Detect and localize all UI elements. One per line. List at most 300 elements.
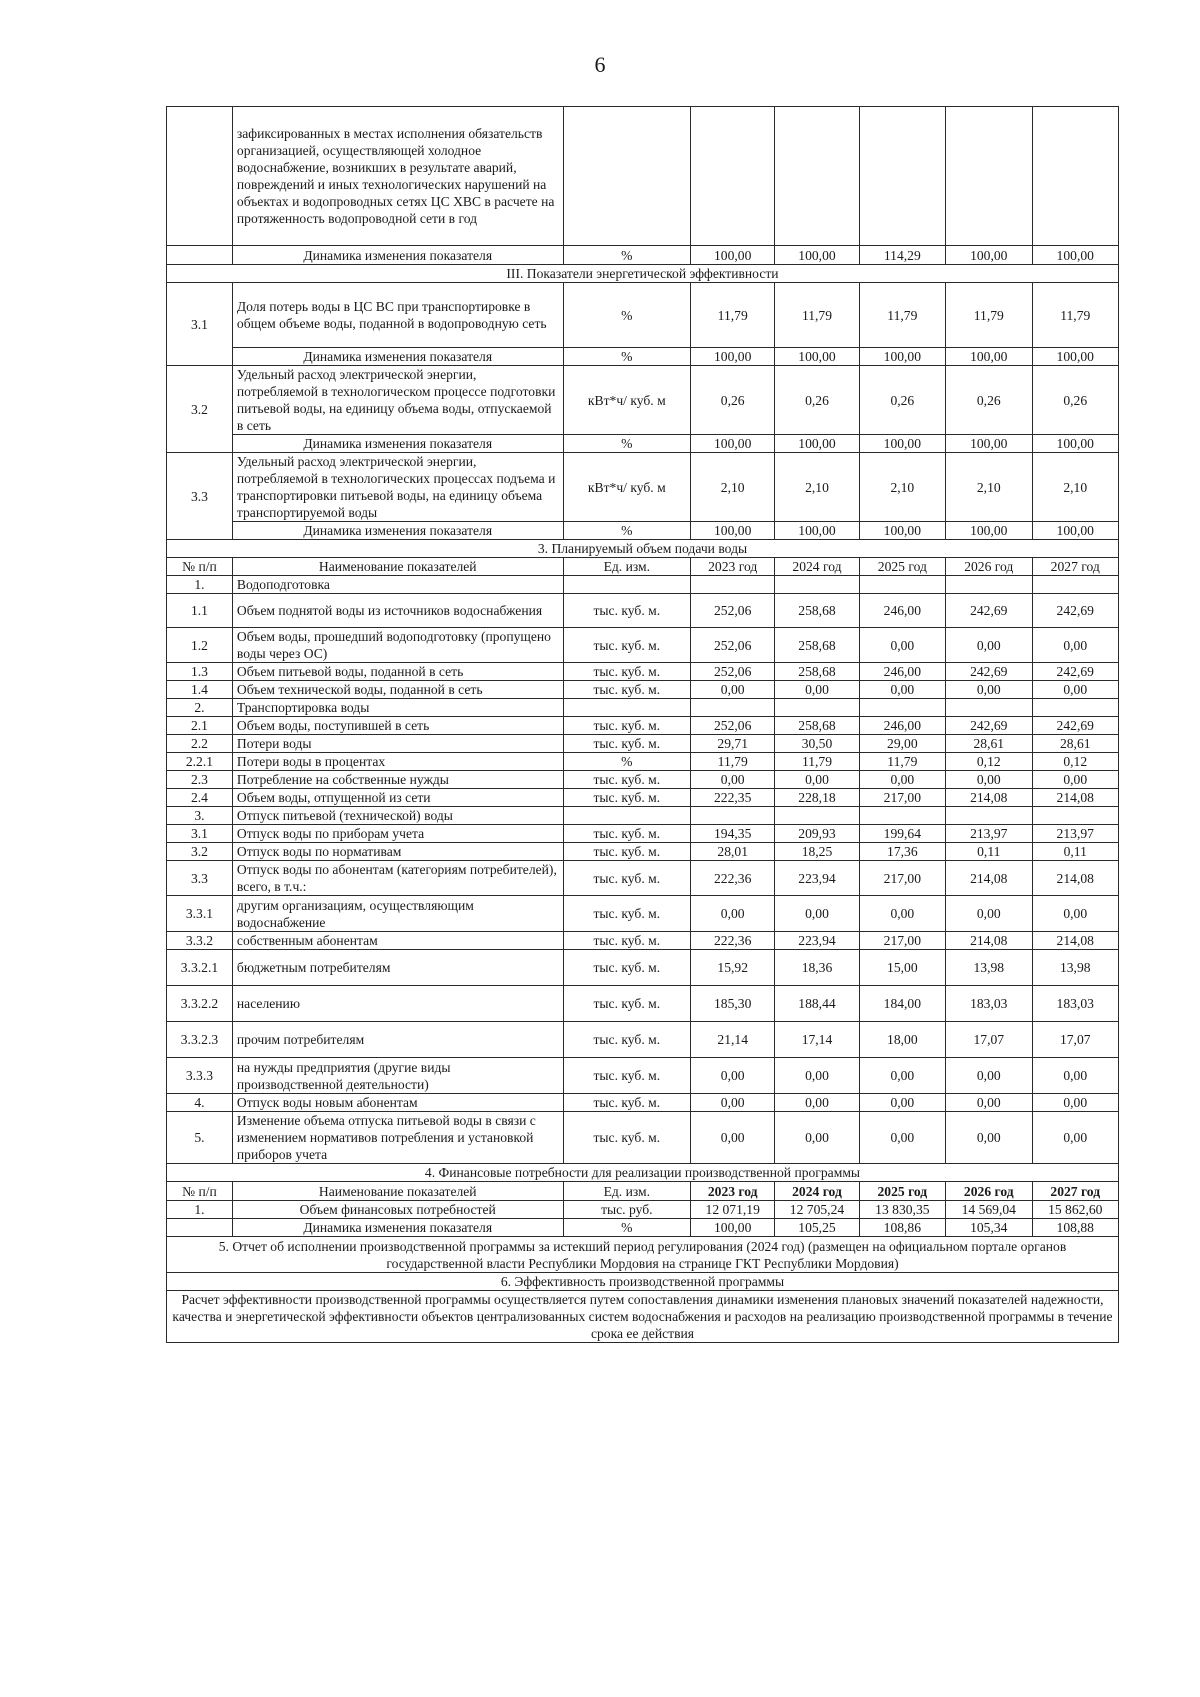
volume-row bbox=[167, 932, 1119, 950]
value-cell: 17,36 bbox=[859, 843, 945, 861]
unit-cell: тыс. куб. м. bbox=[563, 735, 691, 753]
value-cell: 0,00 bbox=[775, 1058, 859, 1094]
value-cell: 100,00 bbox=[775, 435, 859, 453]
value-cell: 0,00 bbox=[1032, 628, 1119, 663]
volume-row bbox=[167, 576, 1119, 594]
value-cell: 0,00 bbox=[859, 681, 945, 699]
efficiency-text: Расчет эффективности производственной программы осуществляется путем сопоставления динамики изменения плановых значений показателей надежности, качества и энергетической эффективности объектов централизованных систем водоснабжения и расходов на реализацию производственной программы в течение срока ее действия bbox=[167, 1291, 1119, 1343]
value-cell: 105,34 bbox=[946, 1219, 1032, 1237]
row-number-cell: 1. bbox=[167, 576, 233, 594]
unit-cell: тыс. куб. м. bbox=[563, 986, 691, 1022]
value-cell: 258,68 bbox=[775, 628, 859, 663]
volume-row bbox=[167, 1094, 1119, 1112]
value-cell: 15,00 bbox=[859, 950, 945, 986]
unit-cell: тыс. куб. м. bbox=[563, 681, 691, 699]
value-cell: 183,03 bbox=[1032, 986, 1119, 1022]
row-number-cell: 1.4 bbox=[167, 681, 233, 699]
value-cell: 0,00 bbox=[1032, 771, 1119, 789]
value-cell bbox=[946, 576, 1032, 594]
header-year: 2025 год bbox=[859, 558, 945, 576]
value-cell: 214,08 bbox=[1032, 932, 1119, 950]
row-number-cell: 3.2 bbox=[167, 366, 233, 453]
value-cell: 184,00 bbox=[859, 986, 945, 1022]
indicator-name-cell: Объем поднятой воды из источников водоснабжения bbox=[232, 594, 563, 628]
value-cell: 17,14 bbox=[775, 1022, 859, 1058]
value-cell: 100,00 bbox=[1032, 522, 1119, 540]
unit-cell: тыс. куб. м. bbox=[563, 843, 691, 861]
value-cell: 11,79 bbox=[859, 753, 945, 771]
value-cell: 217,00 bbox=[859, 861, 945, 896]
value-cell: 213,97 bbox=[1032, 825, 1119, 843]
dynamics-row bbox=[167, 435, 1119, 453]
volume-row bbox=[167, 789, 1119, 807]
value-cell: 11,79 bbox=[775, 753, 859, 771]
row-number-cell bbox=[167, 1219, 233, 1237]
value-cell: 108,86 bbox=[859, 1219, 945, 1237]
row-number-cell: 3.3 bbox=[167, 861, 233, 896]
value-cell: 2,10 bbox=[775, 453, 859, 522]
value-cell: 100,00 bbox=[775, 348, 859, 366]
unit-cell: тыс. куб. м. bbox=[563, 896, 691, 932]
value-cell bbox=[859, 699, 945, 717]
indicator-name-cell: Удельный расход электрической энергии, потребляемой в технологическом процессе подготовки питьевой воды, на единицу объема воды, отпускаемой в сеть bbox=[232, 366, 563, 435]
row-number-cell: 2.2.1 bbox=[167, 753, 233, 771]
volume-row bbox=[167, 699, 1119, 717]
dynamics-label: Динамика изменения показателя bbox=[232, 348, 563, 366]
indicator-name-cell: Потери воды в процентах bbox=[232, 753, 563, 771]
value-cell: 14 569,04 bbox=[946, 1201, 1032, 1219]
value-cell bbox=[946, 699, 1032, 717]
energy-row bbox=[167, 366, 1119, 435]
value-cell: 18,36 bbox=[775, 950, 859, 986]
unit-cell: тыс. куб. м. bbox=[563, 717, 691, 735]
value-cell: 100,00 bbox=[691, 246, 775, 265]
value-cell: 242,69 bbox=[946, 717, 1032, 735]
value-cell: 258,68 bbox=[775, 717, 859, 735]
volume-row bbox=[167, 861, 1119, 896]
value-cell: 0,00 bbox=[1032, 1112, 1119, 1164]
value-cell: 0,11 bbox=[946, 843, 1032, 861]
value-cell bbox=[1032, 699, 1119, 717]
value-cell: 217,00 bbox=[859, 932, 945, 950]
efficiency-row bbox=[167, 1291, 1119, 1343]
row-number-cell: 1. bbox=[167, 1201, 233, 1219]
value-cell: 29,71 bbox=[691, 735, 775, 753]
value-cell: 0,00 bbox=[691, 681, 775, 699]
header-year: 2026 год bbox=[946, 558, 1032, 576]
value-cell: 258,68 bbox=[775, 663, 859, 681]
value-cell: 0,00 bbox=[691, 1058, 775, 1094]
value-cell: 2,10 bbox=[1032, 453, 1119, 522]
value-cell: 252,06 bbox=[691, 717, 775, 735]
row-number-cell: 3.2 bbox=[167, 843, 233, 861]
value-cell: 0,00 bbox=[859, 1058, 945, 1094]
volume-row bbox=[167, 843, 1119, 861]
header-name: Наименование показателей bbox=[232, 558, 563, 576]
value-cell: 214,08 bbox=[946, 789, 1032, 807]
value-cell: 100,00 bbox=[859, 435, 945, 453]
indicator-name-cell: Транспортировка воды bbox=[232, 699, 563, 717]
value-cell bbox=[1032, 107, 1119, 246]
unit-cell: % bbox=[563, 348, 691, 366]
value-cell: 209,93 bbox=[775, 825, 859, 843]
unit-cell: % bbox=[563, 753, 691, 771]
indicator-name-cell: Динамика изменения показателя bbox=[232, 1219, 563, 1237]
value-cell: 11,79 bbox=[946, 283, 1032, 348]
value-cell: 0,00 bbox=[859, 1094, 945, 1112]
value-cell: 194,35 bbox=[691, 825, 775, 843]
row-number-cell: 3.1 bbox=[167, 283, 233, 366]
value-cell bbox=[691, 807, 775, 825]
indicator-name-cell: Объем технической воды, поданной в сеть bbox=[232, 681, 563, 699]
value-cell: 242,69 bbox=[946, 594, 1032, 628]
volume-row bbox=[167, 1022, 1119, 1058]
value-cell: 0,00 bbox=[946, 771, 1032, 789]
dynamics-label: Динамика изменения показателя bbox=[232, 246, 563, 265]
value-cell: 0,00 bbox=[775, 681, 859, 699]
value-cell: 0,12 bbox=[946, 753, 1032, 771]
value-cell: 0,00 bbox=[946, 896, 1032, 932]
volume-row bbox=[167, 663, 1119, 681]
value-cell: 183,03 bbox=[946, 986, 1032, 1022]
value-cell: 0,26 bbox=[859, 366, 945, 435]
row-number-cell: 3.3.2.1 bbox=[167, 950, 233, 986]
row-number-cell: 1.2 bbox=[167, 628, 233, 663]
value-cell: 15,92 bbox=[691, 950, 775, 986]
unit-cell: тыс. куб. м. bbox=[563, 771, 691, 789]
finance-header-row bbox=[167, 1182, 1119, 1201]
value-cell: 100,00 bbox=[946, 348, 1032, 366]
value-cell: 21,14 bbox=[691, 1022, 775, 1058]
header-year: 2027 год bbox=[1032, 558, 1119, 576]
volume-row bbox=[167, 594, 1119, 628]
indicator-name-cell: Доля потерь воды в ЦС ВС при транспортировке в общем объеме воды, поданной в водопроводную сеть bbox=[232, 283, 563, 348]
header-unit: Ед. изм. bbox=[563, 1182, 691, 1201]
unit-cell: % bbox=[563, 435, 691, 453]
value-cell: 0,00 bbox=[691, 1094, 775, 1112]
value-cell: 100,00 bbox=[691, 1219, 775, 1237]
program-table bbox=[166, 106, 1119, 1343]
value-cell: 114,29 bbox=[859, 246, 945, 265]
value-cell bbox=[691, 107, 775, 246]
value-cell bbox=[775, 576, 859, 594]
unit-cell: тыс. куб. м. bbox=[563, 825, 691, 843]
value-cell: 11,79 bbox=[859, 283, 945, 348]
value-cell: 246,00 bbox=[859, 717, 945, 735]
indicator-name-cell: Объем питьевой воды, поданной в сеть bbox=[232, 663, 563, 681]
value-cell bbox=[859, 576, 945, 594]
value-cell: 252,06 bbox=[691, 628, 775, 663]
row-number-cell bbox=[167, 246, 233, 265]
dynamics-label: Динамика изменения показателя bbox=[232, 435, 563, 453]
value-cell: 100,00 bbox=[946, 435, 1032, 453]
value-cell: 108,88 bbox=[1032, 1219, 1119, 1237]
indicator-name-cell: собственным абонентам bbox=[232, 932, 563, 950]
value-cell: 0,26 bbox=[691, 366, 775, 435]
volume-row bbox=[167, 896, 1119, 932]
value-cell: 258,68 bbox=[775, 594, 859, 628]
header-year: 2024 год bbox=[775, 558, 859, 576]
energy-row bbox=[167, 453, 1119, 522]
value-cell bbox=[775, 107, 859, 246]
finance-row bbox=[167, 1219, 1119, 1237]
value-cell: 223,94 bbox=[775, 932, 859, 950]
value-cell bbox=[946, 807, 1032, 825]
header-no: № п/п bbox=[167, 558, 233, 576]
header-unit: Ед. изм. bbox=[563, 558, 691, 576]
value-cell: 0,00 bbox=[1032, 1058, 1119, 1094]
value-cell: 30,50 bbox=[775, 735, 859, 753]
value-cell: 28,61 bbox=[946, 735, 1032, 753]
indicator-name-cell: Изменение объема отпуска питьевой воды в связи с изменением нормативов потребления и установкой приборов учета bbox=[232, 1112, 563, 1164]
indicator-name-cell: на нужды предприятия (другие виды производственной деятельности) bbox=[232, 1058, 563, 1094]
value-cell: 0,00 bbox=[1032, 681, 1119, 699]
unit-cell: тыс. куб. м. bbox=[563, 861, 691, 896]
section-title-row bbox=[167, 265, 1119, 283]
unit-cell: тыс. куб. м. bbox=[563, 594, 691, 628]
indicator-name-cell: Удельный расход электрической энергии, потребляемой в технологических процессах подъема и транспортировки питьевой воды, на единицу объема транспортируемой воды bbox=[232, 453, 563, 522]
finance-row bbox=[167, 1201, 1119, 1219]
volume-row bbox=[167, 825, 1119, 843]
unit-cell: тыс. куб. м. bbox=[563, 628, 691, 663]
dynamics-label: Динамика изменения показателя bbox=[232, 522, 563, 540]
value-cell: 100,00 bbox=[691, 435, 775, 453]
row-number-cell: 1.1 bbox=[167, 594, 233, 628]
value-cell: 214,08 bbox=[946, 932, 1032, 950]
volume-row bbox=[167, 753, 1119, 771]
value-cell bbox=[1032, 807, 1119, 825]
value-cell: 0,11 bbox=[1032, 843, 1119, 861]
value-cell: 0,26 bbox=[775, 366, 859, 435]
value-cell: 0,00 bbox=[1032, 896, 1119, 932]
unit-cell bbox=[563, 699, 691, 717]
indicator-name-cell: Объем финансовых потребностей bbox=[232, 1201, 563, 1219]
indicator-name-cell: Отпуск воды по абонентам (категориям потребителей), всего, в т.ч.: bbox=[232, 861, 563, 896]
row-number-cell: 3.3 bbox=[167, 453, 233, 540]
value-cell: 242,69 bbox=[1032, 594, 1119, 628]
value-cell: 0,00 bbox=[859, 771, 945, 789]
section-title: 3. Планируемый объем подачи воды bbox=[167, 540, 1119, 558]
value-cell: 100,00 bbox=[1032, 246, 1119, 265]
value-cell bbox=[691, 576, 775, 594]
indicator-name-cell: Отпуск воды по нормативам bbox=[232, 843, 563, 861]
value-cell: 11,79 bbox=[691, 753, 775, 771]
value-cell: 188,44 bbox=[775, 986, 859, 1022]
value-cell: 0,00 bbox=[946, 681, 1032, 699]
value-cell: 13,98 bbox=[946, 950, 1032, 986]
value-cell: 100,00 bbox=[859, 522, 945, 540]
row-number-cell: 5. bbox=[167, 1112, 233, 1164]
volume-row bbox=[167, 1112, 1119, 1164]
value-cell: 0,00 bbox=[775, 1112, 859, 1164]
row-number-cell: 1.3 bbox=[167, 663, 233, 681]
volume-row bbox=[167, 986, 1119, 1022]
unit-cell: тыс. куб. м. bbox=[563, 1058, 691, 1094]
value-cell: 100,00 bbox=[775, 522, 859, 540]
value-cell: 222,36 bbox=[691, 932, 775, 950]
value-cell: 0,00 bbox=[946, 628, 1032, 663]
row-number-cell: 3.3.1 bbox=[167, 896, 233, 932]
value-cell: 223,94 bbox=[775, 861, 859, 896]
value-cell bbox=[946, 107, 1032, 246]
value-cell: 11,79 bbox=[691, 283, 775, 348]
unit-cell: % bbox=[563, 1219, 691, 1237]
dynamics-row bbox=[167, 246, 1119, 265]
unit-cell bbox=[563, 107, 691, 246]
value-cell: 222,35 bbox=[691, 789, 775, 807]
value-cell: 13 830,35 bbox=[859, 1201, 945, 1219]
unit-cell: % bbox=[563, 522, 691, 540]
value-cell: 28,01 bbox=[691, 843, 775, 861]
value-cell: 0,00 bbox=[775, 896, 859, 932]
row-number-cell: 2.1 bbox=[167, 717, 233, 735]
value-cell: 0,00 bbox=[691, 1112, 775, 1164]
value-cell bbox=[1032, 576, 1119, 594]
value-cell: 246,00 bbox=[859, 663, 945, 681]
value-cell bbox=[691, 699, 775, 717]
value-cell: 0,26 bbox=[946, 366, 1032, 435]
value-cell: 214,08 bbox=[1032, 861, 1119, 896]
row-number-cell: 2.3 bbox=[167, 771, 233, 789]
value-cell: 12 071,19 bbox=[691, 1201, 775, 1219]
value-cell: 100,00 bbox=[1032, 435, 1119, 453]
indicator-name-cell: Отпуск питьевой (технической) воды bbox=[232, 807, 563, 825]
section-title-row bbox=[167, 1273, 1119, 1291]
unit-cell: кВт*ч/ куб. м bbox=[563, 366, 691, 435]
volume-row bbox=[167, 717, 1119, 735]
value-cell: 214,08 bbox=[1032, 789, 1119, 807]
value-cell: 0,00 bbox=[946, 1112, 1032, 1164]
value-cell: 18,00 bbox=[859, 1022, 945, 1058]
header-row bbox=[167, 558, 1119, 576]
row-number-cell: 3.3.2.3 bbox=[167, 1022, 233, 1058]
row-number-cell: 2. bbox=[167, 699, 233, 717]
value-cell: 0,00 bbox=[775, 771, 859, 789]
value-cell bbox=[775, 699, 859, 717]
value-cell: 28,61 bbox=[1032, 735, 1119, 753]
value-cell: 0,26 bbox=[1032, 366, 1119, 435]
unit-cell bbox=[563, 807, 691, 825]
section-title-row bbox=[167, 1164, 1119, 1182]
value-cell: 0,00 bbox=[946, 1058, 1032, 1094]
header-name: Наименование показателей bbox=[232, 1182, 563, 1201]
header-year: 2027 год bbox=[1032, 1182, 1119, 1201]
value-cell: 2,10 bbox=[691, 453, 775, 522]
header-year: 2026 год bbox=[946, 1182, 1032, 1201]
value-cell: 100,00 bbox=[946, 522, 1032, 540]
value-cell bbox=[859, 107, 945, 246]
indicator-name-cell: бюджетным потребителям bbox=[232, 950, 563, 986]
value-cell: 2,10 bbox=[859, 453, 945, 522]
unit-cell bbox=[563, 576, 691, 594]
indicator-name-cell: Объем воды, прошедший водоподготовку (пропущено воды через ОС) bbox=[232, 628, 563, 663]
header-year: 2023 год bbox=[691, 1182, 775, 1201]
indicator-name-cell: населению bbox=[232, 986, 563, 1022]
volume-row bbox=[167, 807, 1119, 825]
page-number: 6 bbox=[594, 52, 606, 77]
indicator-name-cell: Отпуск воды по приборам учета bbox=[232, 825, 563, 843]
section-title-row bbox=[167, 540, 1119, 558]
value-cell: 0,00 bbox=[859, 896, 945, 932]
row-number-cell: 3.3.2.2 bbox=[167, 986, 233, 1022]
value-cell: 242,69 bbox=[1032, 663, 1119, 681]
unit-cell: % bbox=[563, 283, 691, 348]
unit-cell: тыс. куб. м. bbox=[563, 663, 691, 681]
value-cell: 11,79 bbox=[1032, 283, 1119, 348]
value-cell: 100,00 bbox=[691, 348, 775, 366]
value-cell: 252,06 bbox=[691, 663, 775, 681]
unit-cell: тыс. куб. м. bbox=[563, 789, 691, 807]
volume-row bbox=[167, 1058, 1119, 1094]
dynamics-row bbox=[167, 348, 1119, 366]
row-number-cell: 2.2 bbox=[167, 735, 233, 753]
indicator-name-cell: Объем воды, поступившей в сеть bbox=[232, 717, 563, 735]
section-title: 4. Финансовые потребности для реализации производственной программы bbox=[167, 1164, 1119, 1182]
value-cell: 29,00 bbox=[859, 735, 945, 753]
report-text: 5. Отчет об исполнении производственной программы за истекший период регулирования (2024 год) (размещен на официальном портале органов государственной власти Республики Мордовия на странице ГКТ Республики Мордовия) bbox=[167, 1237, 1119, 1273]
indicator-name-cell: Отпуск воды новым абонентам bbox=[232, 1094, 563, 1112]
value-cell: 100,00 bbox=[859, 348, 945, 366]
value-cell: 214,08 bbox=[946, 861, 1032, 896]
value-cell: 0,00 bbox=[691, 771, 775, 789]
header-year: 2025 год bbox=[859, 1182, 945, 1201]
value-cell: 105,25 bbox=[775, 1219, 859, 1237]
section-title: 6. Эффективность производственной программы bbox=[167, 1273, 1119, 1291]
row-number-cell: 3.3.2 bbox=[167, 932, 233, 950]
value-cell: 11,79 bbox=[775, 283, 859, 348]
header-year: 2023 год bbox=[691, 558, 775, 576]
value-cell: 185,30 bbox=[691, 986, 775, 1022]
value-cell: 252,06 bbox=[691, 594, 775, 628]
value-cell: 213,97 bbox=[946, 825, 1032, 843]
value-cell: 0,12 bbox=[1032, 753, 1119, 771]
indicator-name-cell: Потери воды bbox=[232, 735, 563, 753]
continued-row bbox=[167, 107, 1119, 246]
value-cell: 13,98 bbox=[1032, 950, 1119, 986]
report-row bbox=[167, 1237, 1119, 1273]
unit-cell: тыс. руб. bbox=[563, 1201, 691, 1219]
volume-row bbox=[167, 735, 1119, 753]
volume-row bbox=[167, 771, 1119, 789]
value-cell: 0,00 bbox=[691, 896, 775, 932]
value-cell: 246,00 bbox=[859, 594, 945, 628]
row-number-cell: 3.3.3 bbox=[167, 1058, 233, 1094]
unit-cell: тыс. куб. м. bbox=[563, 1094, 691, 1112]
value-cell: 0,00 bbox=[946, 1094, 1032, 1112]
indicator-name-cell: Водоподготовка bbox=[232, 576, 563, 594]
value-cell bbox=[775, 807, 859, 825]
unit-cell: тыс. куб. м. bbox=[563, 1112, 691, 1164]
value-cell: 242,69 bbox=[1032, 717, 1119, 735]
value-cell: 242,69 bbox=[946, 663, 1032, 681]
value-cell: 15 862,60 bbox=[1032, 1201, 1119, 1219]
value-cell: 17,07 bbox=[1032, 1022, 1119, 1058]
volume-row bbox=[167, 950, 1119, 986]
value-cell: 228,18 bbox=[775, 789, 859, 807]
indicator-name-cell: зафиксированных в местах исполнения обязательств организацией, осуществляющей холодное водоснабжение, возникших в результате аварий, повреждений и иных технологических нарушений на объектах и водопроводных сетях ЦС ХВС в расчете на протяженность водопроводной сети в год bbox=[232, 107, 563, 246]
indicator-name-cell: Потребление на собственные нужды bbox=[232, 771, 563, 789]
value-cell: 0,00 bbox=[775, 1094, 859, 1112]
value-cell: 12 705,24 bbox=[775, 1201, 859, 1219]
row-number-cell: 3. bbox=[167, 807, 233, 825]
value-cell bbox=[859, 807, 945, 825]
indicator-name-cell: Объем воды, отпущенной из сети bbox=[232, 789, 563, 807]
value-cell: 222,36 bbox=[691, 861, 775, 896]
value-cell: 100,00 bbox=[1032, 348, 1119, 366]
unit-cell: тыс. куб. м. bbox=[563, 932, 691, 950]
indicator-name-cell: прочим потребителям bbox=[232, 1022, 563, 1058]
volume-row bbox=[167, 681, 1119, 699]
